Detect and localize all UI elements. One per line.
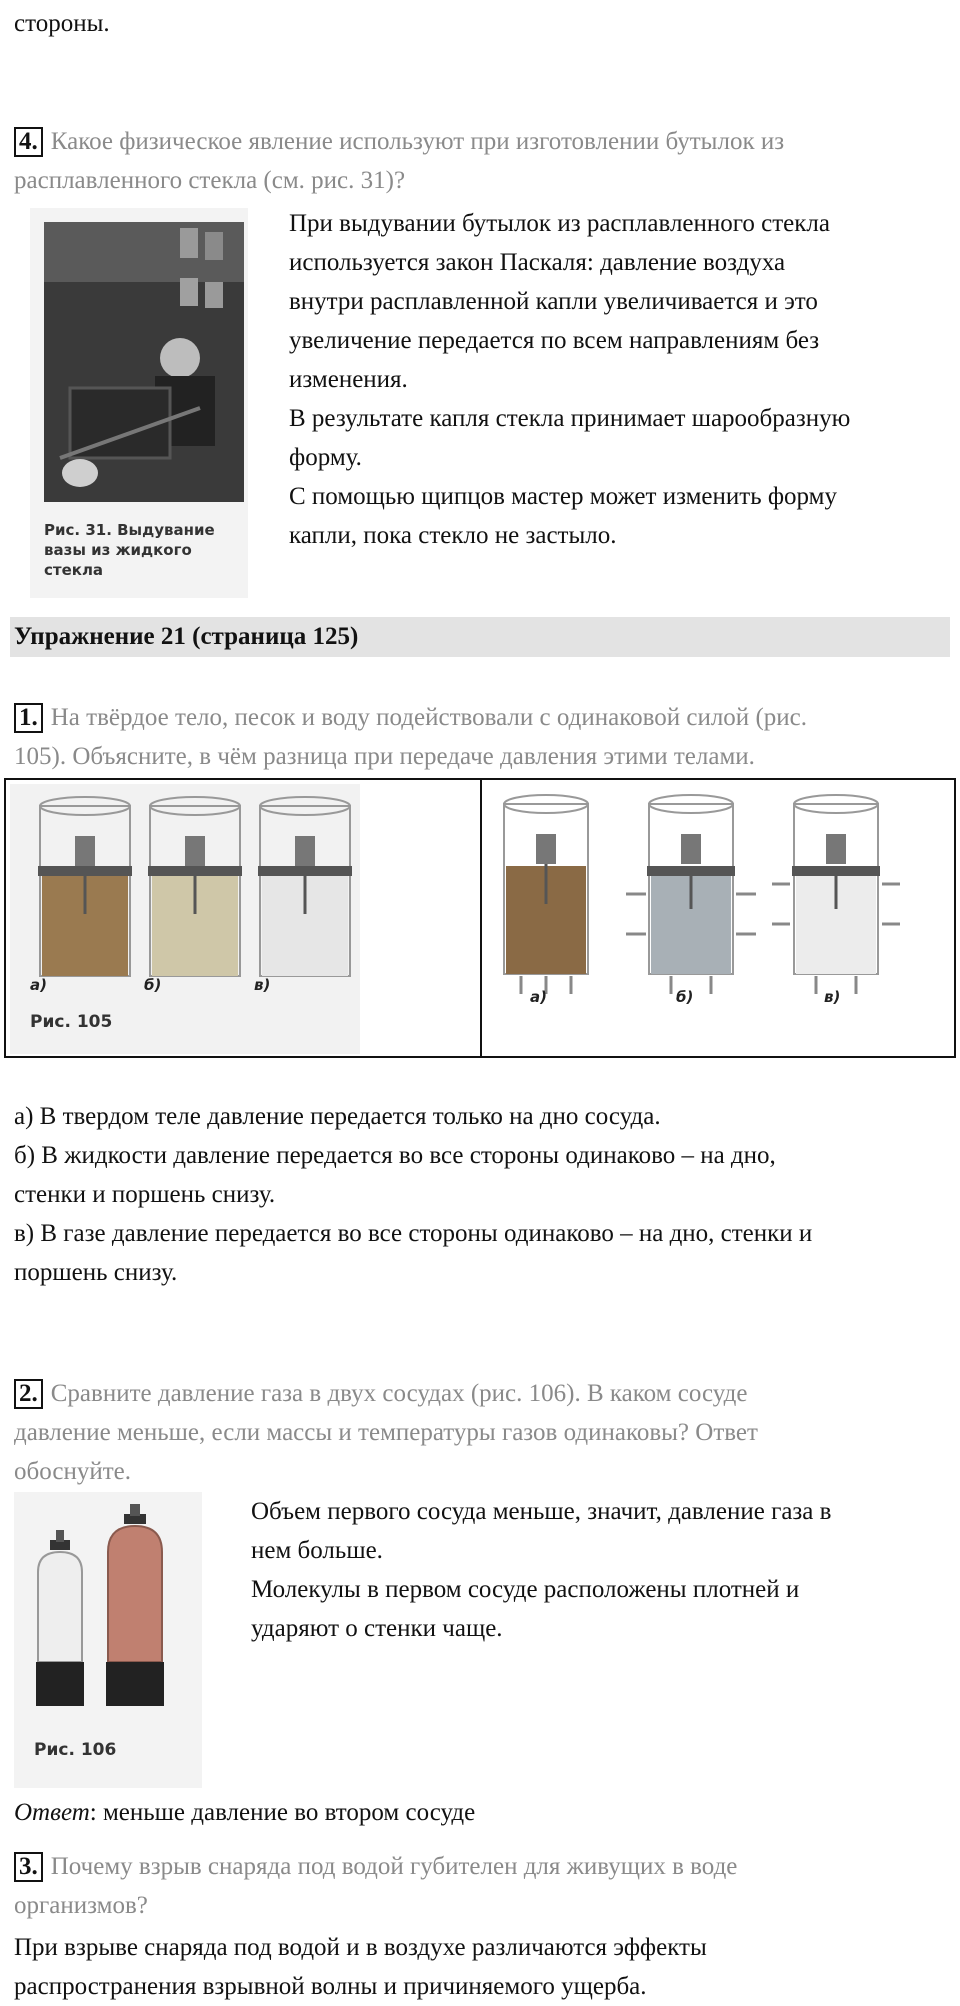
fig105-right-label-b: б) [676, 988, 694, 1006]
exercise-heading: Упражнение 21 (страница 125) [10, 617, 950, 657]
top-fragment: стороны. [14, 10, 110, 37]
fig105-left-label-b: б) [144, 976, 162, 994]
q4-number: 4. [14, 127, 43, 157]
q1-number: 1. [14, 703, 43, 733]
figure-31-caption: Рис. 31. Выдувание вазы из жидкого стекла [44, 521, 215, 579]
fig105-right-label-a: а) [530, 988, 547, 1006]
q3-answer: При взрыве снаряда под водой и в воздухе различаются эффекты распространения взрывной волны и причиняемого ущерба. [14, 1934, 707, 2000]
q3-question: 3. Почему взрыв снаряда под водой губителен для живущих в воде организмов? [14, 1853, 738, 1919]
q1-question: 1. На твёрдое тело, песок и воду подействовали с одинаковой силой (рис. 105). Объясните, в чём разница при передаче давления этими телами. [14, 704, 807, 770]
q2-answer: Объем первого сосуда меньше, значит, давление газа в нем больше. Молекулы в первом сосуде расположены плотней и ударяют о стенки чаще. [251, 1498, 832, 1642]
q2-final-answer: Ответ: меньше давление во втором сосуде [14, 1799, 476, 1826]
q4-question: 4. Какое физическое явление используют при изготовлении бутылок из расплавленного стекла (см. рис. 31)? [14, 128, 785, 194]
answer-label: Ответ [14, 1799, 90, 1826]
figure-106 [14, 1492, 202, 1788]
q1-answer: а) В твердом теле давление передается только на дно сосуда. б) В жидкости давление передается во все стороны одинаково – на дно, стенки и поршень снизу. в) В газе давление передается во все стороны одинаково – на дно, стенки и поршень снизу. [14, 1103, 813, 1286]
figure-105-caption: Рис. 105 [30, 1012, 113, 1032]
figure-105-box [4, 778, 956, 1058]
figure-106-caption: Рис. 106 [34, 1740, 117, 1760]
figure-105-right [496, 784, 936, 1034]
gas-cylinders [14, 1492, 202, 1742]
fig105-left-label-c: в) [254, 976, 271, 994]
q2-number: 2. [14, 1379, 43, 1409]
figure-divider [480, 780, 482, 1056]
fig105-right-label-c: в) [824, 988, 841, 1006]
glassblowing-figure [30, 208, 248, 598]
glassblowing-photo [30, 208, 248, 508]
fig105-left-label-a: а) [30, 976, 47, 994]
q4-answer: При выдувании бутылок из расплавленного стекла используется закон Паскаля: давление воздуха внутри расплавленной капли увеличивается и это увеличение передается по всем направлениям без изменения. В результате капля стекла принимает шарообразную форму. С помощью щипцов мастер может изменить форму капли, пока стекло не застыло. [289, 210, 851, 549]
q3-number: 3. [14, 1852, 43, 1882]
q2-question: 2. Сравните давление газа в двух сосудах (рис. 106). В каком сосуде давление меньше, если массы и температуры газов одинаковы? Ответ обоснуйте. [14, 1380, 758, 1485]
